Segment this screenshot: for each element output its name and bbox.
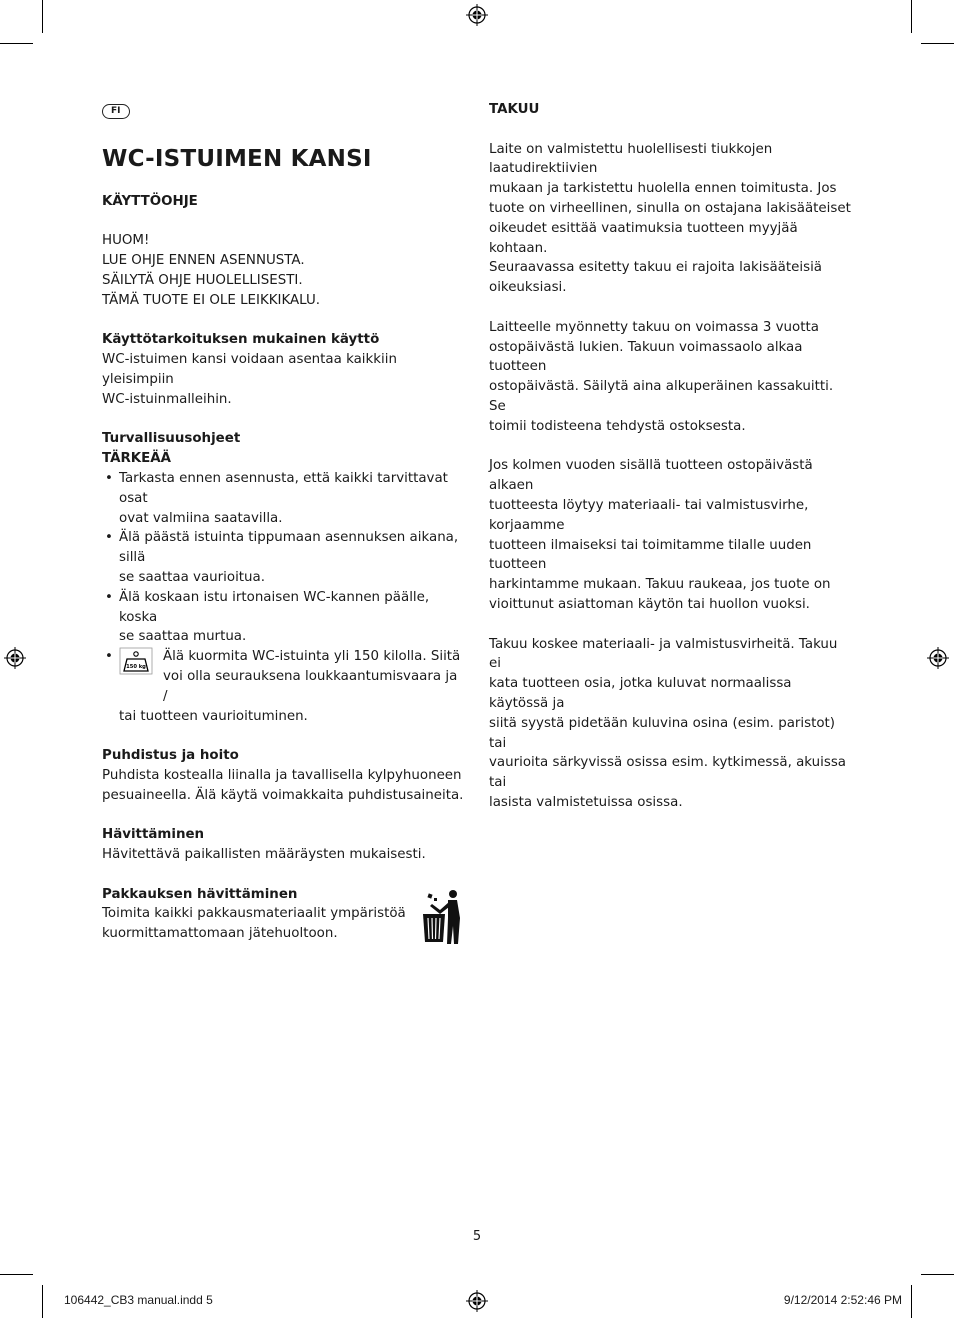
bullet-line: • Älä koskaan istu irtonaisen WC-kannen päälle, koska xyxy=(119,589,430,625)
paragraph-line: oikeuksiasi. xyxy=(489,280,567,296)
manual-heading: KÄYTTÖOHJE xyxy=(102,193,198,209)
page-number: 5 xyxy=(472,1229,482,1244)
paragraph-line: Laite on valmistettu huolellisesti tiukkojen laatudirektiivien xyxy=(489,141,773,177)
crop-mark xyxy=(911,0,912,33)
language-badge: FI xyxy=(102,104,130,119)
paragraph-line: tuote on virheellinen, sinulla on ostajana lakisääteiset xyxy=(489,200,851,216)
paragraph-line: tuotteen ilmaiseksi tai toimitamme tilalle uuden tuotteen xyxy=(489,537,812,573)
bullet-line: tai tuotteen vaurioituminen. xyxy=(119,708,308,724)
crop-mark xyxy=(0,43,33,44)
registration-mark-icon xyxy=(927,647,949,669)
bullet-line: Älä kuormita WC-istuinta yli 150 kilolla. Siitä xyxy=(163,649,461,665)
registration-mark-icon xyxy=(466,1290,488,1312)
notice-line: SÄILYTÄ OHJE HUOLELLISESTI. xyxy=(102,272,303,288)
list-item xyxy=(102,469,466,528)
list-item xyxy=(102,528,466,587)
warranty-paragraph xyxy=(489,635,851,813)
notice-block xyxy=(102,231,466,310)
paragraph-line: Laitteelle myönnetty takuu on voimassa 3 vuotta xyxy=(489,319,819,335)
trash-bin-icon xyxy=(422,888,466,944)
warranty-paragraph xyxy=(489,318,851,437)
paragraph-line: lasista valmistetuissa osissa. xyxy=(489,794,683,810)
paragraph-line: harkintamme mukaan. Takuu raukeaa, jos tuote on xyxy=(489,577,831,593)
cleaning-heading: Puhdistus ja hoito xyxy=(102,748,239,764)
paragraph-line: kata tuotteen osia, jotka kuluvat normaalissa käytössä ja xyxy=(489,676,792,711)
disposal-heading: Hävittäminen xyxy=(102,827,205,843)
packaging-line: kuormittamattomaan jätehuoltoon. xyxy=(102,926,338,942)
packaging-section xyxy=(102,885,466,944)
page-title: WC-ISTUIMEN KANSI xyxy=(102,145,372,172)
slug-filename: 106442_CB3 manual.indd 5 xyxy=(64,1293,213,1307)
paragraph-line: Takuu koskee materiaali- ja valmistusvirheitä. Takuu ei xyxy=(489,636,838,672)
notice-line: HUOM! xyxy=(102,233,150,249)
slug-timestamp: 9/12/2014 2:52:46 PM xyxy=(783,1293,902,1307)
intended-use-line: WC-istuinmalleihin. xyxy=(102,391,232,407)
bullet-line: • Tarkasta ennen asennusta, että kaikki tarvittavat osat xyxy=(119,470,448,506)
safety-heading: Turvallisuusohjeet xyxy=(102,431,241,447)
bullet-line: se saattaa vaurioitua. xyxy=(119,569,265,585)
right-column xyxy=(489,100,851,813)
registration-mark-icon xyxy=(466,4,488,26)
packaging-line: Toimita kaikki pakkausmateriaalit ympäristöä xyxy=(102,906,406,922)
safety-list xyxy=(102,469,466,726)
disposal-line: Hävitettävä paikallisten määräysten mukaisesti. xyxy=(102,847,426,863)
notice-line: LUE OHJE ENNEN ASENNUSTA. xyxy=(102,253,305,269)
crop-mark xyxy=(921,1274,954,1275)
crop-mark xyxy=(42,1285,43,1318)
paragraph-line: vaurioita särkyvissä osissa esim. kytkimessä, akuissa tai xyxy=(489,755,847,791)
crop-mark xyxy=(911,1285,912,1318)
notice-line: TÄMÄ TUOTE EI OLE LEIKKIKALU. xyxy=(102,292,321,308)
crop-mark xyxy=(921,43,954,44)
list-item xyxy=(102,647,466,726)
intended-use-line: WC-istuimen kansi voidaan asentaa kaikkiin yleisimpiin xyxy=(102,352,397,387)
safety-subheading: TÄRKEÄÄ xyxy=(102,451,172,467)
warranty-paragraph xyxy=(489,140,851,298)
intended-use-heading: Käyttötarkoituksen mukainen käyttö xyxy=(102,332,380,348)
paragraph-line: oikeudet esittää vaatimuksia tuotteen myyjää kohtaan. xyxy=(489,220,798,256)
cleaning-line: Puhdista kostealla liinalla ja tavallisella kylpyhuoneen xyxy=(102,767,462,783)
registration-mark-icon xyxy=(4,647,26,669)
weight-150kg-icon xyxy=(119,647,153,675)
packaging-heading: Pakkauksen hävittäminen xyxy=(102,886,298,902)
paragraph-line: tuotteesta löytyy materiaali- tai valmistusvirhe, korjaamme xyxy=(489,497,809,533)
warranty-heading: TAKUU xyxy=(489,102,540,117)
paragraph-line: ostopäivästä. Säilytä aina alkuperäinen kassakuitti. Se xyxy=(489,379,834,414)
paragraph-line: siitä syystä pidetään kuluvina osina (esim. paristot) tai xyxy=(489,715,836,751)
paragraph-line: Seuraavassa esitetty takuu ei rajoita lakisääteisiä xyxy=(489,260,822,276)
crop-mark xyxy=(0,1274,33,1275)
paragraph-line: vioittunut asiattoman käytön tai huollon vuoksi. xyxy=(489,596,810,612)
list-item xyxy=(102,588,466,647)
paragraph-line: Jos kolmen vuoden sisällä tuotteen ostopäivästä alkaen xyxy=(489,458,813,494)
crop-mark xyxy=(42,0,43,33)
weight-icon-label: • 150 kg xyxy=(126,664,146,671)
bullet-line: • Älä päästä istuinta tippumaan asennuksen aikana, sillä xyxy=(119,530,459,566)
bullet-line: se saattaa murtua. xyxy=(119,629,247,645)
bullet-line: ovat valmiina saatavilla. xyxy=(119,510,283,526)
bullet-line: voi olla seurauksena loukkaantumisvaara ja / xyxy=(163,668,458,704)
paragraph-line: mukaan ja tarkistettu huolella ennen toimitusta. Jos xyxy=(489,181,837,197)
paragraph-line: ostopäivästä lukien. Takuun voimassaolo alkaa tuotteen xyxy=(489,339,803,375)
left-column xyxy=(102,100,466,944)
warranty-paragraph xyxy=(489,456,851,614)
paragraph-line: toimii todisteena tehdystä ostoksesta. xyxy=(489,418,746,434)
cleaning-line: pesuaineella. Älä käytä voimakkaita puhdistusaineita. xyxy=(102,787,464,803)
